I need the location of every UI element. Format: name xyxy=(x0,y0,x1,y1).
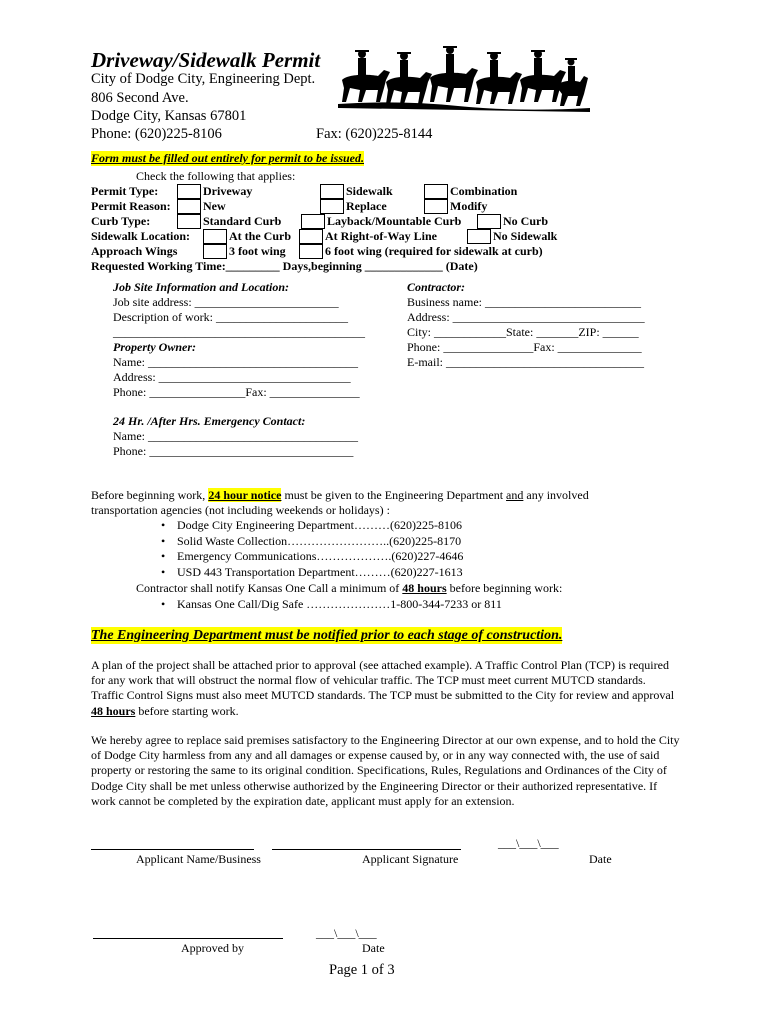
plan-text-2: before starting work. xyxy=(135,703,239,718)
org-phone: Phone: (620)225-8106 xyxy=(91,126,222,142)
applicant-name-line[interactable] xyxy=(91,849,254,850)
approach-wings-row xyxy=(91,244,543,259)
cowboys-logo xyxy=(338,44,590,114)
layback-curb-checkbox[interactable] xyxy=(301,214,325,229)
plan-text: A plan of the project shall be attached prior to approval (see attached example). A Traffic Control Plan (TCP) is required for any work that will obstruct the normal flow of vehicular traffic. The TCP must meet current MUTCD standards. Traffic Control Signs must also meet MUTCD standards. The TCP must be submitted to the City for review and approval xyxy=(91,658,675,703)
approved-date-blank[interactable]: ___\___\___ xyxy=(316,926,377,940)
page-title: Driveway/Sidewalk Permit xyxy=(91,48,321,72)
org-city: Dodge City, Kansas 67801 xyxy=(91,108,247,124)
emergency-heading: 24 Hr. /After Hrs. Emergency Contact: xyxy=(113,414,306,428)
one-call-hours: 48 hours xyxy=(402,581,447,595)
owner-address-field[interactable]: Address: ________________________________ xyxy=(113,370,351,384)
driveway-checkbox[interactable] xyxy=(177,184,201,199)
applicant-signature-line[interactable] xyxy=(272,849,461,850)
required-notice: Form must be filled out entirely for permit to be issued. xyxy=(91,151,364,165)
layback-curb-option: Layback/Mountable Curb xyxy=(327,214,462,228)
contact-list xyxy=(157,518,463,580)
at-row-line-checkbox[interactable] xyxy=(299,229,323,244)
permit-reason-label: Permit Reason: xyxy=(91,199,171,213)
notice-intro-line2: transportation agencies (not including weekends or holidays) : xyxy=(91,503,390,517)
org-fax: Fax: (620)225-8144 xyxy=(316,126,433,142)
list-item: • Kansas One Call/Dig Safe …………………1-800-344-7233 or 811 xyxy=(157,597,502,613)
contractor-heading: Contractor: xyxy=(407,280,466,294)
new-checkbox[interactable] xyxy=(177,199,201,214)
notice-and: and xyxy=(506,488,524,502)
plan-paragraph xyxy=(91,658,681,719)
one-call-line xyxy=(136,581,562,596)
owner-name-field[interactable]: Name: ___________________________________ xyxy=(113,355,358,369)
permit-type-row xyxy=(91,184,517,199)
notice-intro-text-3: any involved xyxy=(523,488,589,502)
modify-checkbox[interactable] xyxy=(424,199,448,214)
owner-phone-field[interactable]: Phone: ________________Fax: _______________ xyxy=(113,385,360,399)
no-curb-option: No Curb xyxy=(503,214,549,228)
description-field-cont[interactable]: __________________________________________ xyxy=(113,325,365,339)
no-sidewalk-option: No Sidewalk xyxy=(493,229,558,243)
contractor-city-field[interactable]: City: ____________State: _______ZIP: ______ xyxy=(407,325,639,339)
agreement-paragraph: We hereby agree to replace said premises satisfactory to the Engineering Director at our own expense, and to hold the City of Dodge City harmless from any and all damages or expense caused by, or in any way connected with, the use of said property or restoring the same to its original condition. Specifications, Rules, Regulations and Ordinances of the City of Dodge City shall be met unless otherwise authorized by the Engineering Director or their authorized representative. If work cannot be completed by the expiration date, applicant must apply for an extension. xyxy=(91,733,680,808)
notice-hours: 24 hour notice xyxy=(208,488,282,502)
notice-intro xyxy=(91,488,589,503)
emergency-phone-field[interactable]: Phone: __________________________________ xyxy=(113,444,354,458)
date-blank[interactable]: ___\___\___ xyxy=(498,836,559,850)
modify-option: Modify xyxy=(450,199,488,213)
sidewalk-location-label: Sidewalk Location: xyxy=(91,229,191,243)
notice-intro-text-2: must be given to the Engineering Department xyxy=(281,488,507,502)
approach-wings-label: Approach Wings xyxy=(91,244,178,258)
approved-date-label: Date xyxy=(362,941,385,955)
sidewalk-location-row xyxy=(91,229,557,244)
contractor-email-field[interactable]: E-mail: _________________________________ xyxy=(407,355,644,369)
three-foot-wing-checkbox[interactable] xyxy=(203,244,227,259)
permit-type-label: Permit Type: xyxy=(91,184,159,198)
sidewalk-checkbox[interactable] xyxy=(320,184,344,199)
list-item: • Emergency Communications……………….(620)227-4646 xyxy=(157,549,463,565)
stage-notice: The Engineering Department must be notified prior to each stage of construction. xyxy=(91,628,563,643)
one-call-text-2: before beginning work: xyxy=(446,581,563,595)
one-call-text: Contractor shall notify Kansas One Call a minimum of xyxy=(136,581,403,595)
business-name-field[interactable]: Business name: __________________________ xyxy=(407,295,641,309)
combination-option: Combination xyxy=(450,184,518,198)
check-prompt: Check the following that applies: xyxy=(136,169,296,183)
org-street: 806 Second Ave. xyxy=(91,90,189,106)
job-site-heading: Job Site Information and Location: xyxy=(113,280,290,294)
no-curb-checkbox[interactable] xyxy=(477,214,501,229)
curb-type-row xyxy=(91,214,548,229)
no-sidewalk-checkbox[interactable] xyxy=(467,229,491,244)
at-curb-option: At the Curb xyxy=(229,229,291,243)
three-foot-wing-option: 3 foot wing xyxy=(229,244,286,258)
curb-type-label: Curb Type: xyxy=(91,214,151,228)
notice-intro-text: Before beginning work, xyxy=(91,488,209,502)
list-item: • Dodge City Engineering Department………(620)225-8106 xyxy=(157,518,463,534)
list-item: • USD 443 Transportation Department………(620)227-1613 xyxy=(157,565,463,581)
list-item: • Solid Waste Collection……………………..(620)225-8170 xyxy=(157,534,463,550)
approved-by-label: Approved by xyxy=(181,941,244,955)
page-number: Page 1 of 3 xyxy=(329,962,395,978)
applicant-signature-label: Applicant Signature xyxy=(362,852,459,866)
replace-checkbox[interactable] xyxy=(320,199,344,214)
combination-checkbox[interactable] xyxy=(424,184,448,199)
standard-curb-option: Standard Curb xyxy=(203,214,282,228)
driveway-option: Driveway xyxy=(203,184,253,198)
replace-option: Replace xyxy=(346,199,387,213)
permit-reason-row xyxy=(91,199,487,214)
contractor-phone-field[interactable]: Phone: _______________Fax: ______________ xyxy=(407,340,642,354)
six-foot-wing-option: 6 foot wing (required for sidewalk at curb) xyxy=(325,244,543,258)
emergency-name-field[interactable]: Name: ___________________________________ xyxy=(113,429,358,443)
at-curb-checkbox[interactable] xyxy=(203,229,227,244)
working-time-field[interactable]: Requested Working Time:_________ Days,beginning _____________ (Date) xyxy=(91,259,478,273)
plan-hours: 48 hours xyxy=(91,703,136,718)
date-label: Date xyxy=(589,852,612,866)
new-option: New xyxy=(203,199,226,213)
org-name: City of Dodge City, Engineering Dept. xyxy=(91,71,316,87)
job-site-address-field[interactable]: Job site address: ________________________ xyxy=(113,295,339,309)
standard-curb-checkbox[interactable] xyxy=(177,214,201,229)
contractor-address-field[interactable]: Address: ________________________________ xyxy=(407,310,645,324)
one-call-list xyxy=(157,597,502,613)
six-foot-wing-checkbox[interactable] xyxy=(299,244,323,259)
description-field[interactable]: Description of work: ______________________ xyxy=(113,310,348,324)
sidewalk-option: Sidewalk xyxy=(346,184,393,198)
applicant-name-label: Applicant Name/Business xyxy=(136,852,261,866)
approved-by-line[interactable] xyxy=(93,938,283,939)
at-row-line-option: At Right-of-Way Line xyxy=(325,229,437,243)
owner-heading: Property Owner: xyxy=(113,340,196,354)
